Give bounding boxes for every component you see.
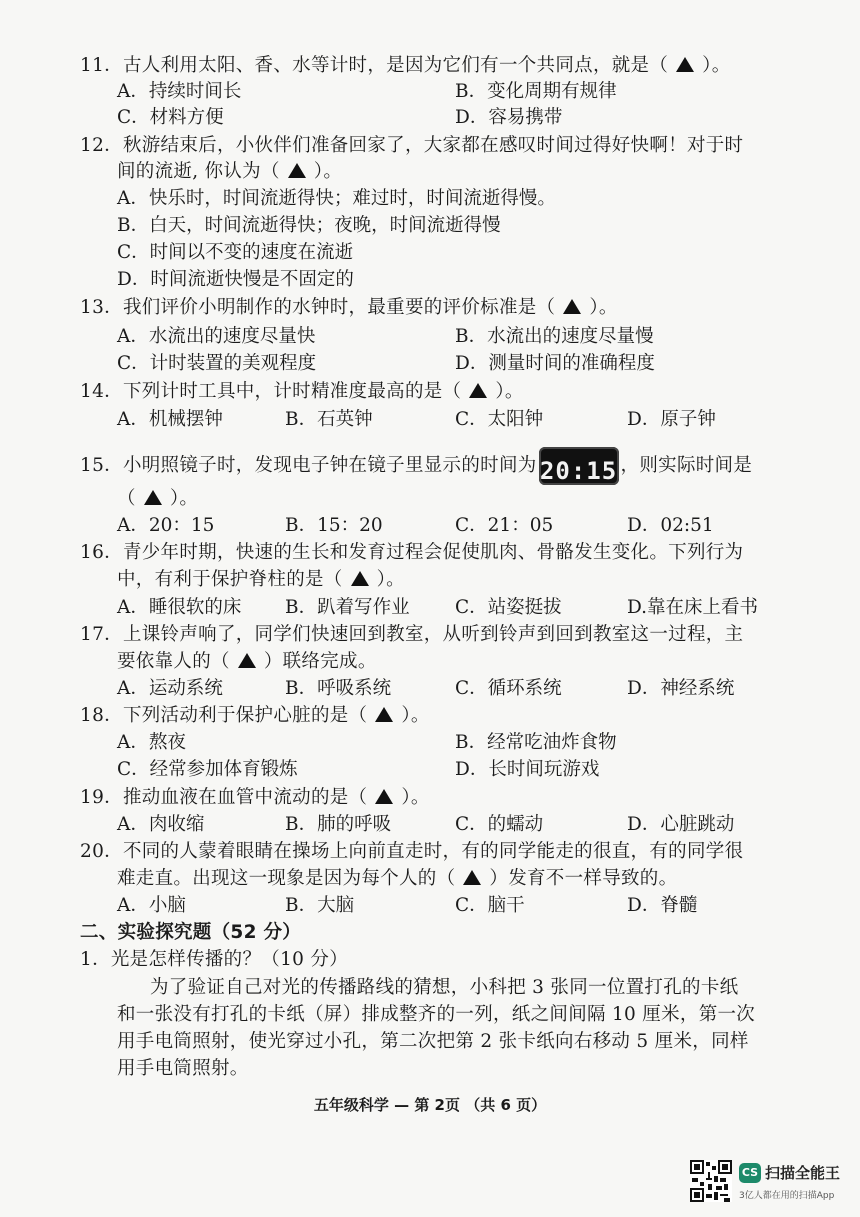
question-16-option-b: B．趴着写作业 [285, 597, 410, 618]
question-13-stem: 13．我们评价小明制作的水钟时，最重要的评价标准是（ ）。 [80, 297, 618, 318]
question-14-option-d: D．原子钟 [627, 409, 716, 430]
question-18-option-c: C．经常参加体育锻炼 [117, 759, 298, 780]
question-20-stem-line2: 难走直。出现这一现象是因为每个人的（ ）发育不一样导致的。 [117, 868, 678, 889]
qr-code-icon [690, 1160, 732, 1202]
question-17-option-a: A．运动系统 [117, 678, 223, 699]
question-14-stem: 14．下列计时工具中，计时精准度最高的是（ ）。 [80, 381, 524, 402]
answer-triangle-icon [238, 653, 256, 668]
question-20-option-b: B．大脑 [285, 895, 355, 916]
answer-triangle-icon [375, 789, 393, 804]
question-13-option-d: D．测量时间的准确程度 [455, 353, 655, 374]
answer-triangle-icon [469, 383, 487, 398]
question-17-option-d: D．神经系统 [627, 678, 735, 699]
question-15-option-a: A．20：15 [117, 515, 215, 536]
question-20-option-a: A．小脑 [117, 895, 186, 916]
answer-triangle-icon [463, 870, 481, 885]
question-17-stem-line1: 17．上课铃声响了，同学们快速回到教室，从听到铃声到回到教室这一过程，主 [80, 624, 744, 645]
question-17-stem-line2: 要依靠人的（ ）联络完成。 [117, 651, 377, 672]
answer-triangle-icon [375, 707, 393, 722]
question-11-stem: 11．古人利用太阳、香、水等计时，是因为它们有一个共同点，就是（ ）。 [80, 55, 731, 76]
digital-clock-image: 20:15 [539, 447, 619, 485]
answer-triangle-icon [563, 299, 581, 314]
question-11-option-b: B．变化周期有规律 [455, 81, 617, 102]
question-20-stem-line1: 20．不同的人蒙着眼睛在操场上向前直走时，有的同学能走的很直，有的同学很 [80, 841, 744, 862]
question-19-option-d: D．心脏跳动 [627, 814, 735, 835]
question-13-option-b: B．水流出的速度尽量慢 [455, 326, 654, 347]
question-19-option-a: A．肉收缩 [117, 814, 205, 835]
question-18-option-b: B．经常吃油炸食物 [455, 732, 617, 753]
question-20-option-c: C．脑干 [455, 895, 525, 916]
answer-triangle-icon [676, 57, 694, 72]
experiment-1-paragraph-line2: 和一张没有打孔的卡纸（屏）排成整齐的一列，纸之间间隔 10 厘米，第一次 [117, 1004, 756, 1025]
question-13-option-c: C．计时装置的美观程度 [117, 353, 317, 374]
section-2-heading: 二、实验探究题（52 分） [80, 922, 302, 943]
question-12-option-a: A．快乐时，时间流逝得快；难过时，时间流逝得慢。 [117, 188, 556, 209]
question-16-stem-line1: 16．青少年时期，快速的生长和发育过程会促使肌肉、骨骼发生变化。下列行为 [80, 542, 744, 563]
question-17-option-c: C．循环系统 [455, 678, 562, 699]
scanner-app-tagline: 3亿人都在用的扫描App [739, 1191, 835, 1201]
question-13-option-a: A．水流出的速度尽量快 [117, 326, 316, 347]
question-12-option-d: D．时间流逝快慢是不固定的 [117, 269, 354, 290]
question-15-stem-line2: （ ）。 [117, 488, 199, 509]
question-18-option-d: D．长时间玩游戏 [455, 759, 600, 780]
question-19-option-b: B．肺的呼吸 [285, 814, 392, 835]
question-16-option-d: D.靠在床上看书 [627, 597, 759, 618]
question-19-stem: 19．推动血液在血管中流动的是（ ）。 [80, 787, 430, 808]
question-12-stem-line1: 12．秋游结束后，小伙伴们准备回家了，大家都在感叹时间过得好快啊！对于时 [80, 135, 744, 156]
experiment-1-paragraph-line4: 用手电筒照射。 [117, 1058, 249, 1079]
question-14-option-b: B．石英钟 [285, 409, 373, 430]
experiment-1-paragraph-line1: 为了验证自己对光的传播路线的猜想，小科把 3 张同一位置打孔的卡纸 [150, 977, 739, 998]
question-16-stem-line2: 中，有利于保护脊柱的是（ ）。 [117, 569, 405, 590]
question-14-option-c: C．太阳钟 [455, 409, 544, 430]
question-14-option-a: A．机械摆钟 [117, 409, 223, 430]
question-19-option-c: C．的蠕动 [455, 814, 544, 835]
scanner-app-name: 扫描全能王 [765, 1164, 841, 1182]
question-15-option-d: D．02:51 [627, 515, 714, 536]
question-15-stem-line1: 15．小明照镜子时，发现电子钟在镜子里显示的时间为 20:15 ，则实际时间是 [80, 447, 752, 485]
question-15-option-b: B．15：20 [285, 515, 383, 536]
question-16-option-a: A．睡很软的床 [117, 597, 242, 618]
answer-triangle-icon [288, 163, 306, 178]
question-12-option-c: C．时间以不变的速度在流逝 [117, 242, 354, 263]
question-18-stem: 18．下列活动利于保护心脏的是（ ）。 [80, 705, 430, 726]
question-18-option-a: A．熬夜 [117, 732, 186, 753]
question-20-option-d: D．脊髓 [627, 895, 698, 916]
question-11-option-c: C．材料方便 [117, 107, 224, 128]
question-15-option-c: C．21：05 [455, 515, 554, 536]
question-11-option-a: A．持续时间长 [117, 81, 242, 102]
page-footer: 五年级科学 — 第 2页 （共 6 页） [313, 1096, 547, 1114]
question-16-option-c: C．站姿挺拔 [455, 597, 562, 618]
answer-triangle-icon [144, 490, 162, 505]
question-12-stem-line2: 间的流逝, 你认为（ ）。 [117, 161, 343, 182]
question-12-option-b: B．白天，时间流逝得快；夜晚，时间流逝得慢 [117, 215, 501, 236]
answer-triangle-icon [351, 571, 369, 586]
question-11-option-d: D．容易携带 [455, 107, 563, 128]
experiment-1-paragraph-line3: 用手电筒照射，使光穿过小孔，第二次把第 2 张卡纸向右移动 5 厘米，同样 [117, 1031, 749, 1052]
experiment-1-title: 1．光是怎样传播的？（10 分） [80, 949, 348, 970]
question-17-option-b: B．呼吸系统 [285, 678, 392, 699]
camscanner-logo-icon: CS [739, 1163, 761, 1183]
